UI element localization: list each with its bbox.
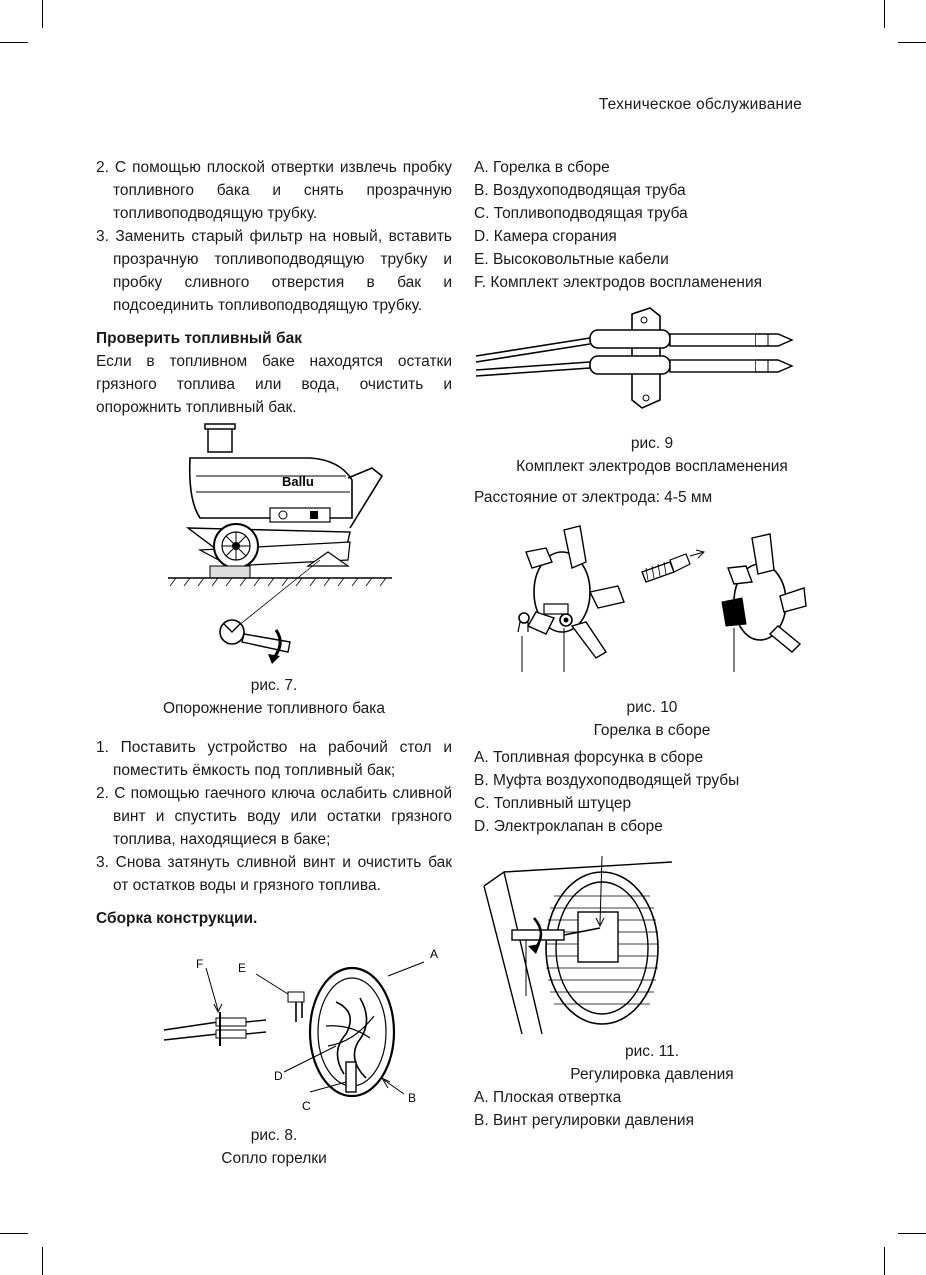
- fig8-label-b: B: [408, 1091, 417, 1105]
- parts-list-item: A. Горелка в сборе: [474, 159, 610, 176]
- parts-list-item: C. Топливоподводящая труба: [474, 205, 688, 222]
- filter-step-2: 2. С помощью плоской отвертки извлечь пробку топливного бака и снять прозрачную топливоподводящую трубку.: [96, 159, 452, 222]
- crop-mark: [898, 1233, 926, 1234]
- tank-text: Если в топливном баке находятся остатки грязного топлива или вода, очистить и опорожнить топливный бак.: [96, 353, 452, 416]
- fig11-number: рис. 11.: [624, 1043, 680, 1060]
- fig9-title: Комплект электродов воспламенения: [516, 458, 788, 475]
- filter-step-3: 3. Заменить старый фильтр на новый, вставить прозрачную топливоподводящую трубку и пробку сливного отверстия в бак и подсоединить топливоподводящую трубку.: [96, 228, 452, 314]
- fig10-number: рис. 10: [626, 699, 678, 716]
- pressure-list-item: A. Плоская отвертка: [474, 1089, 622, 1106]
- fig9-electrodes-drawing: [474, 304, 814, 414]
- fig8-title: Сопло горелки: [221, 1150, 327, 1167]
- tank-heading: Проверить топливный бак: [96, 330, 302, 347]
- burner-list: [474, 746, 814, 838]
- electrode-distance: Расстояние от электрода: 4-5 мм: [474, 489, 713, 506]
- crop-mark: [0, 1233, 28, 1234]
- fig7-number: рис. 7.: [250, 677, 298, 694]
- fig11-pressure-adjustment-drawing: [482, 856, 672, 1036]
- fig7-title: Опорожнение топливного бака: [162, 700, 385, 717]
- parts-list-item: E. Высоковольтные кабели: [474, 251, 669, 268]
- fig7-brand: Ballu: [282, 474, 314, 489]
- fig11-caption: [474, 1040, 830, 1086]
- assembly-heading: Сборка конструкции.: [96, 910, 258, 927]
- tank-section: [96, 327, 452, 419]
- pressure-list-item: B. Винт регулировки давления: [474, 1112, 694, 1129]
- fig8-label-d: D: [274, 1069, 283, 1083]
- crop-mark: [0, 42, 28, 43]
- fig7-heater-drawing: [160, 420, 400, 670]
- fig8-caption: [96, 1124, 452, 1170]
- drain-steps: [96, 736, 452, 897]
- parts-list-item: B. Воздухоподводящая труба: [474, 182, 686, 199]
- fig8-label-f: F: [196, 957, 204, 971]
- crop-mark: [884, 0, 885, 28]
- drain-step-3: 3. Снова затянуть сливной винт и очистить бак от остатков воды и грязного топлива.: [96, 854, 452, 894]
- crop-mark: [884, 1247, 885, 1275]
- crop-mark: [42, 0, 43, 28]
- running-header: Техническое обслуживание: [598, 96, 802, 113]
- fig8-label-a: A: [430, 947, 439, 961]
- fig10-caption: [474, 696, 830, 742]
- crop-mark: [898, 42, 926, 43]
- parts-list: [474, 156, 814, 294]
- pressure-list: [474, 1086, 814, 1132]
- burner-list-item: B. Муфта воздухоподводящей трубы: [474, 772, 740, 789]
- fig9-caption: [474, 432, 830, 478]
- fig8-label-e: E: [238, 961, 247, 975]
- fig8-number: рис. 8.: [250, 1127, 298, 1144]
- fig11-title: Регулировка давления: [570, 1066, 734, 1083]
- drain-step-2: 2. С помощью гаечного ключа ослабить сливной винт и спустить воду или остатки грязного топлива, находящиеся в баке;: [96, 785, 452, 848]
- parts-list-item: F. Комплект электродов воспламенения: [474, 274, 763, 291]
- fig10-burner-assembly-drawing: [506, 522, 806, 672]
- drain-step-1: 1. Поставить устройство на рабочий стол и поместить ёмкость под топливный бак;: [96, 739, 452, 779]
- burner-list-item: A. Топливная форсунка в сборе: [474, 749, 704, 766]
- fig8-label-c: C: [302, 1099, 311, 1113]
- fig9-number: рис. 9: [630, 435, 674, 452]
- crop-mark: [42, 1247, 43, 1275]
- fig7-caption: [96, 674, 452, 720]
- burner-list-item: D. Электроклапан в сборе: [474, 818, 663, 835]
- burner-list-item: C. Топливный штуцер: [474, 795, 632, 812]
- filter-steps: [96, 156, 452, 317]
- parts-list-item: D. Камера сгорания: [474, 228, 617, 245]
- fig8-burner-nozzle-drawing: [160, 942, 450, 1122]
- fig10-title: Горелка в сборе: [593, 722, 711, 739]
